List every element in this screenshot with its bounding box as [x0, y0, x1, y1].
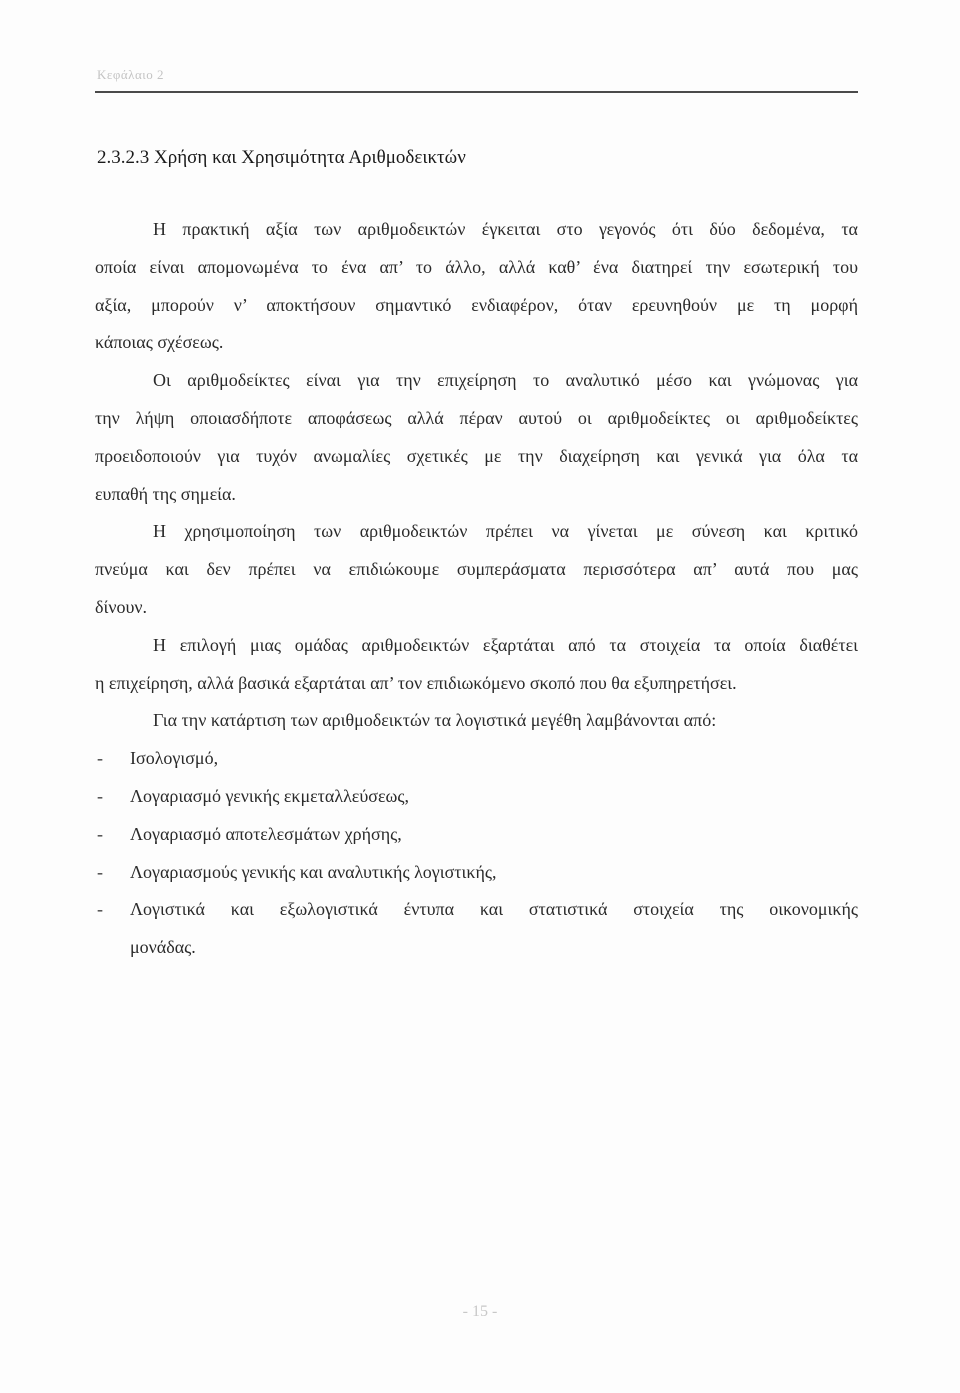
paragraph-line: πνεύμα και δεν πρέπει να επιδιώκουμε συμπεράσματα περισσότερα απ’ αυτά που μας	[95, 559, 858, 580]
paragraph-line: την λήψη οποιασδήποτε αποφάσεως αλλά πέραν αυτού οι αριθμοδείκτες οι αριθμοδείκτες	[95, 407, 858, 428]
list-item	[95, 816, 858, 854]
body-text	[95, 211, 858, 967]
paragraph-line: οποία είναι απομονωμένα το ένα απ’ το άλλο, αλλά καθ’ ένα διατηρεί την εσωτερική του	[95, 256, 858, 277]
paragraph-1	[95, 211, 858, 362]
list-item-line: Λογαριασμό αποτελεσμάτων χρήσης,	[130, 823, 402, 844]
section-heading: 2.3.2.3 Χρήση και Χρησιμότητα Αριθμοδεικτών	[97, 147, 466, 168]
list-item	[95, 778, 858, 816]
dash-marker: -	[97, 748, 103, 769]
paragraph-line: η επιχείρηση, αλλά βασικά εξαρτάται απ’ τον επιδιωκόμενο σκοπό που θα εξυπηρετήσει.	[95, 672, 737, 693]
running-header: Κεφάλαιο 2	[97, 67, 165, 82]
paragraph-5	[95, 702, 858, 740]
list-item-line: Λογαριασμούς γενικής και αναλυτικής λογιστικής,	[130, 861, 497, 882]
page-number: - 15 -	[462, 1303, 498, 1320]
paragraph-line: κάποιας σχέσεως.	[95, 332, 224, 353]
list-item-line: Λογιστικά και εξωλογιστικά έντυπα και στατιστικά στοιχεία της οικονομικής	[130, 899, 858, 920]
paragraph-line: Η επιλογή μιας ομάδας αριθμοδεικτών εξαρτάται από τα στοιχεία τα οποία διαθέτει	[153, 634, 858, 655]
paragraph-2	[95, 362, 858, 513]
list-item	[95, 740, 858, 778]
dash-marker: -	[97, 861, 103, 882]
list-item-line: μονάδας.	[130, 937, 196, 958]
paragraph-line: ευπαθή της σημεία.	[95, 483, 236, 504]
header-rule	[95, 91, 858, 93]
paragraph-3	[95, 513, 858, 626]
list-item	[95, 854, 858, 892]
paragraph-line: Η πρακτική αξία των αριθμοδεικτών έγκειται στο γεγονός ότι δύο δεδομένα, τα	[153, 219, 858, 239]
list-item-line: Ισολογισμό,	[130, 748, 219, 769]
dash-marker: -	[97, 823, 103, 844]
paragraph-4	[95, 627, 858, 703]
list-item-line: Λογαριασμό γενικής εκμεταλλεύσεως,	[130, 785, 410, 806]
dash-marker: -	[97, 785, 103, 806]
paragraph-line: προειδοποιούν για τυχόν ανωμαλίες σχετικές με την διαχείρηση και γενικά για όλα τα	[95, 445, 858, 466]
dash-marker: -	[97, 899, 103, 920]
list-item	[95, 891, 858, 967]
bullet-list	[95, 740, 858, 967]
paragraph-line: Οι αριθμοδείκτες είναι για την επιχείρηση το αναλυτικό μέσο και γνώμονας για	[153, 370, 858, 391]
paragraph-line: δίνουν.	[95, 596, 148, 617]
paragraph-line: αξία, μπορούν ν’ αποκτήσουν σημαντικό ενδιαφέρον, όταν ερευνηθούν με τη μορφή	[95, 294, 858, 315]
paragraph-line: Η χρησιμοποίηση των αριθμοδεικτών πρέπει να γίνεται με σύνεση και κριτικό	[153, 521, 858, 542]
paragraph-line: Για την κατάρτιση των αριθμοδεικτών τα λογιστικά μεγέθη λαμβάνονται από:	[153, 710, 717, 731]
